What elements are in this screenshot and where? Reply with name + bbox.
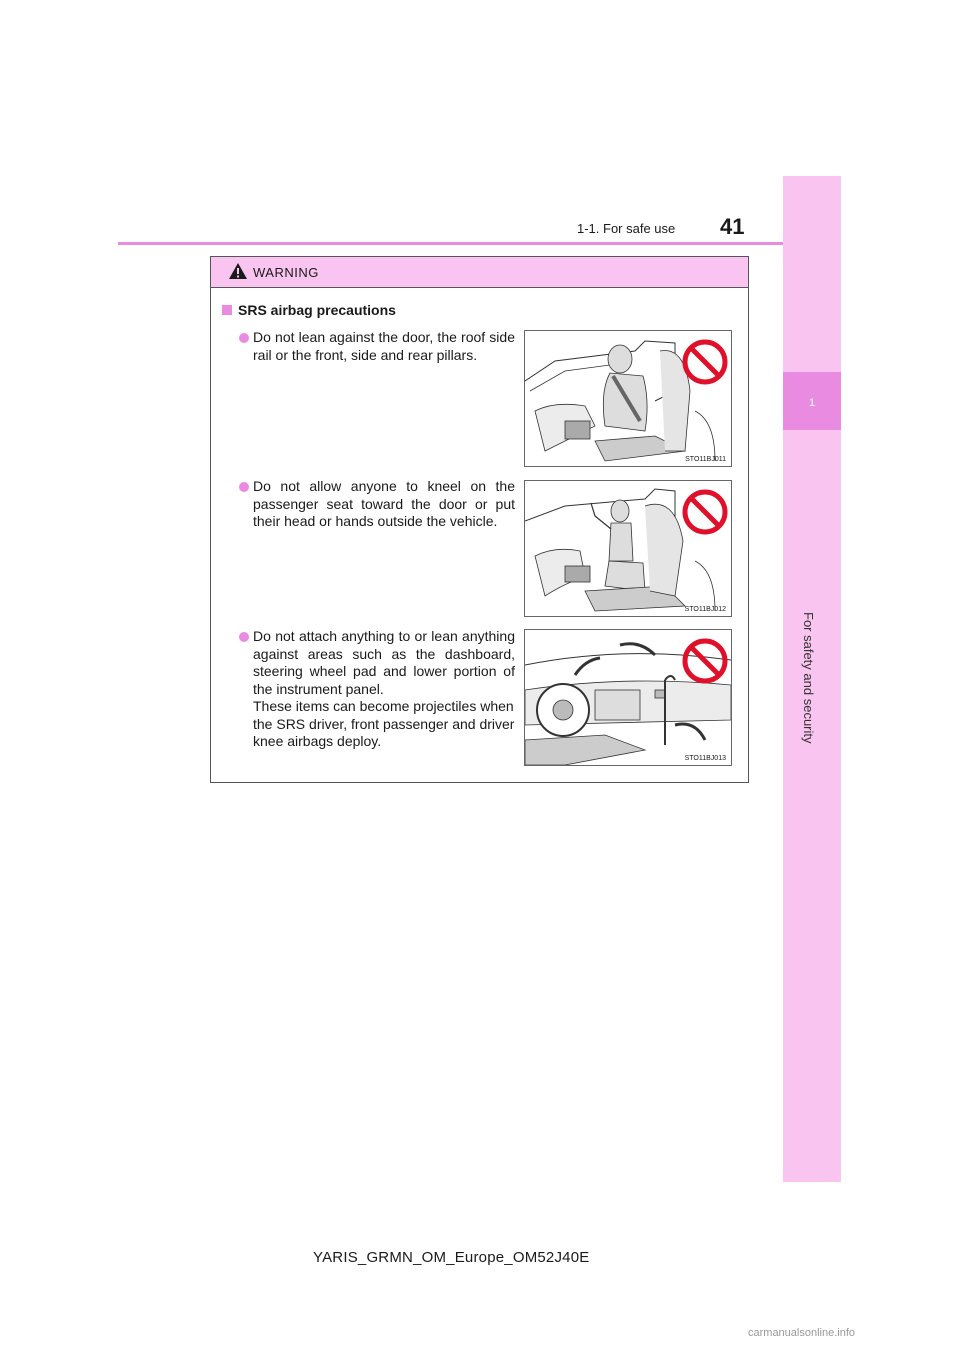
watermark: carmanualsonline.info [748, 1327, 856, 1339]
prohibition-sign-icon [681, 488, 729, 536]
document-code: YARIS_GRMN_OM_Europe_OM52J40E [313, 1249, 590, 1266]
image-code: STO11BJ012 [684, 606, 726, 613]
prohibition-sign-icon [681, 338, 729, 386]
header-rule [118, 242, 783, 245]
image-code: STO11BJ011 [685, 456, 726, 463]
precaution-item [240, 478, 515, 531]
precaution-item [240, 628, 515, 751]
subheading-text: SRS airbag precautions [238, 302, 396, 318]
warning-header [211, 257, 748, 288]
precaution-note: These items can become projectiles when the SRS driver, front passenger and driver knee airbags deploy. [253, 698, 515, 749]
chapter-number: 1 [808, 397, 816, 409]
warning-triangle-icon [228, 262, 248, 285]
page-number: 41 [720, 214, 745, 239]
precaution-text: Do not allow anyone to kneel on the passenger seat toward the door or put their head or hands outside the vehicle. [253, 478, 515, 529]
prohibition-sign-icon [681, 637, 729, 685]
image-code: STO11BJ013 [684, 755, 726, 762]
chapter-side-tab [783, 176, 841, 1182]
precaution-item [240, 329, 515, 364]
circle-bullet-icon [239, 632, 249, 642]
warning-label: WARNING [253, 265, 319, 280]
precaution-text: Do not attach anything to or lean anything against areas such as the dashboard, steering wheel pad and lower portion of the instrument panel. [253, 628, 515, 697]
square-bullet-icon [222, 305, 232, 315]
illustration-kneeling-passenger [524, 480, 732, 617]
illustration-dashboard-objects [524, 629, 732, 766]
circle-bullet-icon [239, 333, 249, 343]
chapter-title: For safety and security [801, 612, 816, 744]
illustration-leaning-door [524, 330, 732, 467]
section-title: 1-1. For safe use [577, 221, 676, 236]
warning-subheading [222, 302, 396, 318]
precaution-text: Do not lean against the door, the roof side rail or the front, side and rear pillars. [253, 329, 515, 363]
warning-box [210, 256, 749, 783]
circle-bullet-icon [239, 482, 249, 492]
